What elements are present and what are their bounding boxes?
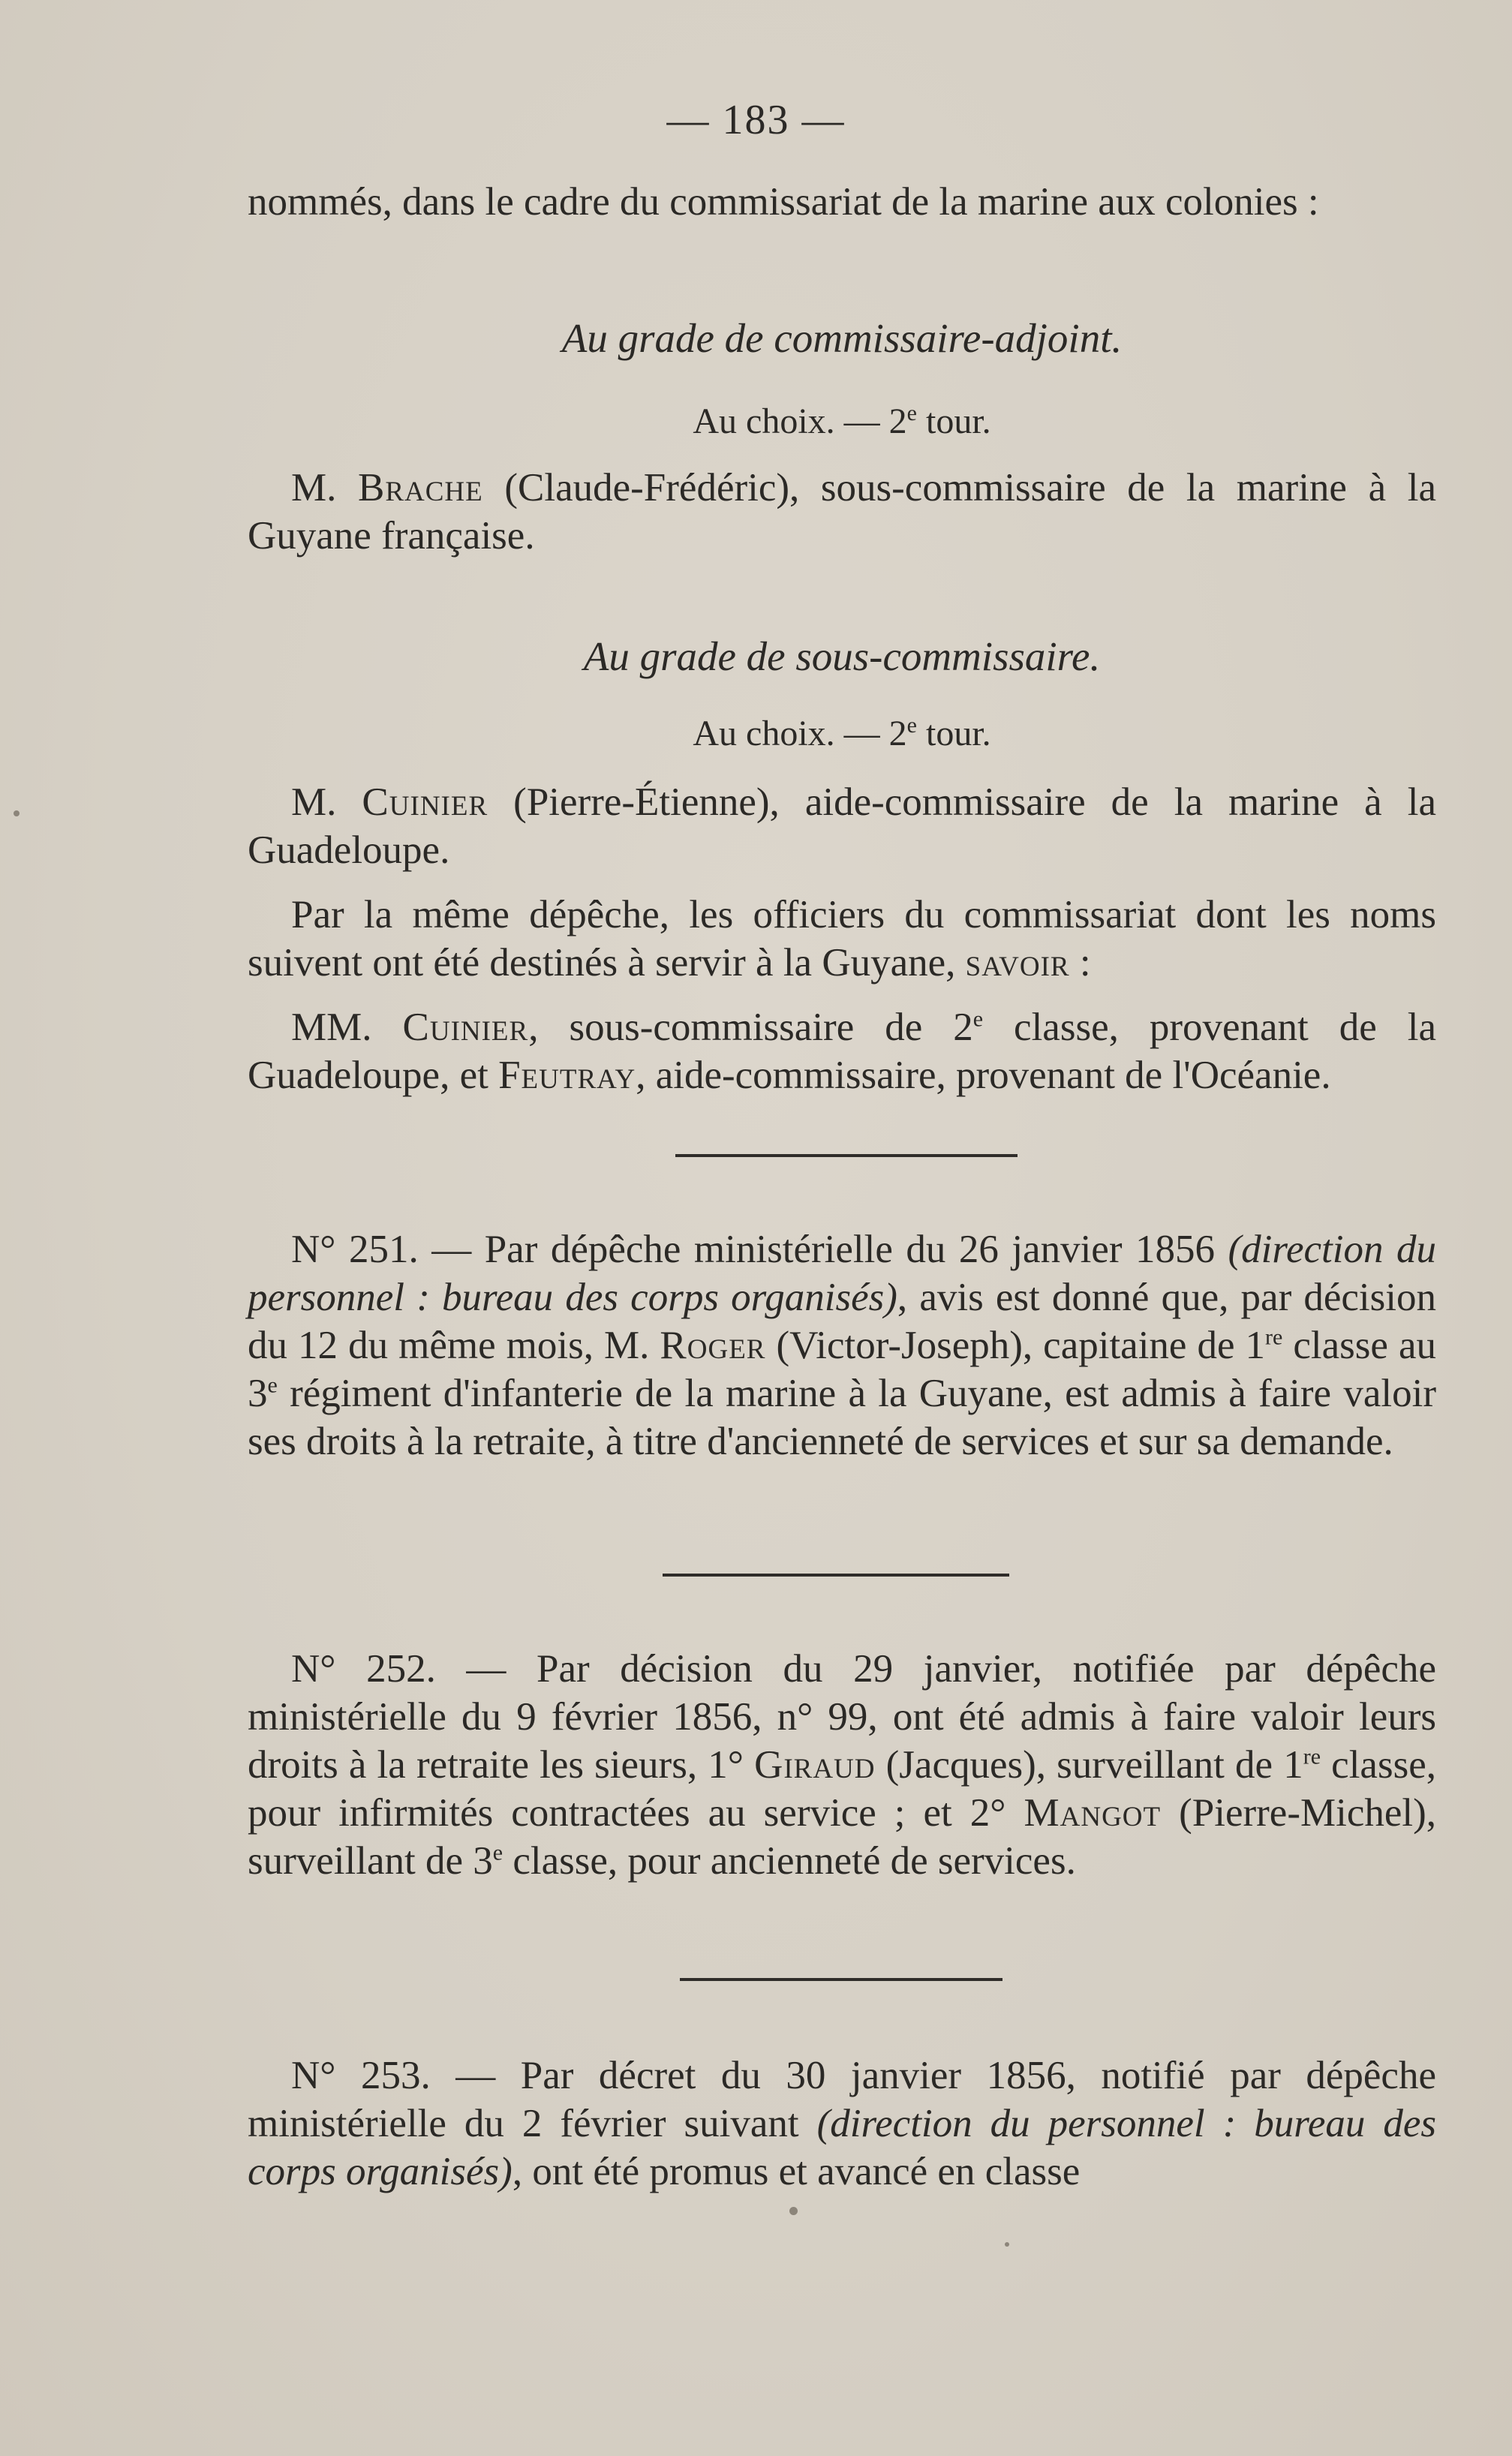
person-name: Brache xyxy=(358,466,483,510)
entry-text: (Claude-Frédéric), sous-commissaire de la marine à la Guyane française. xyxy=(248,466,1436,558)
department-reference: (direction du personnel : bureau des corps organisés) xyxy=(248,1228,1436,1319)
entry-text: (Pierre-Étienne), aide-commissaire de la marine à la Guadeloupe. xyxy=(248,780,1436,872)
heading-sous-commissaire: Au grade de sous-commissaire. xyxy=(583,633,1101,679)
choice-text: Au choix. — 2 xyxy=(693,401,907,441)
intro-text: nommés, dans le cadre du commissariat de la marine aux colonies : xyxy=(248,180,1319,224)
person-name: Roger xyxy=(660,1324,766,1367)
paragraph-destination: Par la même dépêche, les officiers du commissariat dont les noms suivent ont été destinés à servir à la Guyane, savoir : xyxy=(248,893,1436,985)
separator-rule xyxy=(663,1574,1009,1577)
choice-sup: e xyxy=(906,713,917,738)
choice-tail: tour. xyxy=(916,714,991,753)
item-253: N° 253. — Par décret du 30 janvier 1856, notifié par dépêche ministérielle du 2 février suivant (direction du personnel : bureau des corps organisés), ont été promus et avancé en classe xyxy=(248,2054,1436,2193)
person-name: Mangot xyxy=(1024,1791,1162,1835)
intro-paragraph xyxy=(248,178,1436,226)
separator-rule xyxy=(680,1978,1002,1981)
paper-speck xyxy=(1005,2242,1009,2247)
separator-rule xyxy=(675,1154,1018,1157)
entry-prefix: M. xyxy=(291,780,362,824)
person-name: Giraud xyxy=(754,1743,876,1787)
page-number: — 183 — xyxy=(666,97,846,143)
paper-speck xyxy=(789,2207,798,2215)
choice-sup: e xyxy=(906,401,917,425)
department-reference: (direction du personnel : bureau des corps organisés) xyxy=(248,2102,1436,2193)
item-251: N° 251. — Par dépêche ministérielle du 26 janvier 1856 (direction du personnel : bureau des corps organisés), avis est donné que, par décision du 12 du même mois, M. Roger (Victor-Joseph), capitaine de 1re classe au 3e régiment d'infanterie de la marine à la Guyane, est admis à faire valoir ses droits à la retraite, à titre d'ancienneté de services et sur sa demande. xyxy=(248,1228,1437,1463)
paper-speck xyxy=(14,810,20,816)
entry-brache xyxy=(248,464,1436,560)
item-252: N° 252. — Par décision du 29 janvier, notifiée par dépêche ministérielle du 9 février 1856, n° 99, ont été admis à faire valoir leurs droits à la retraite les sieurs, 1° Giraud (Jacques), surveillant de 1re classe, pour infirmités contractées au service ; et 2° Mangot (Pierre-Michel), surveillant de 3e classe, pour ancienneté de services. xyxy=(248,1647,1436,1883)
item-number: N° 251. xyxy=(291,1228,419,1271)
item-number: N° 252. xyxy=(291,1647,436,1691)
entry-cuinier xyxy=(248,778,1436,1099)
choice-line-1 xyxy=(248,399,1436,444)
heading-commissaire-adjoint: Au grade de commissaire-adjoint. xyxy=(561,315,1123,361)
savoir-label: savoir xyxy=(965,941,1070,985)
person-name: Cuinier xyxy=(362,780,488,824)
entry-prefix: M. xyxy=(291,466,358,510)
choice-tail: tour. xyxy=(916,401,991,441)
person-name: Cuinier xyxy=(402,1006,529,1049)
paragraph-officers: MM. Cuinier, sous-commissaire de 2e classe, provenant de la Guadeloupe, et Feutray, aide-commissaire, provenant de l'Océanie. xyxy=(248,1006,1437,1097)
person-name: Feutray xyxy=(498,1054,636,1097)
choice-line-2 xyxy=(248,711,1436,756)
choice-text: Au choix. — 2 xyxy=(693,714,907,753)
item-number: N° 253. xyxy=(291,2054,431,2097)
